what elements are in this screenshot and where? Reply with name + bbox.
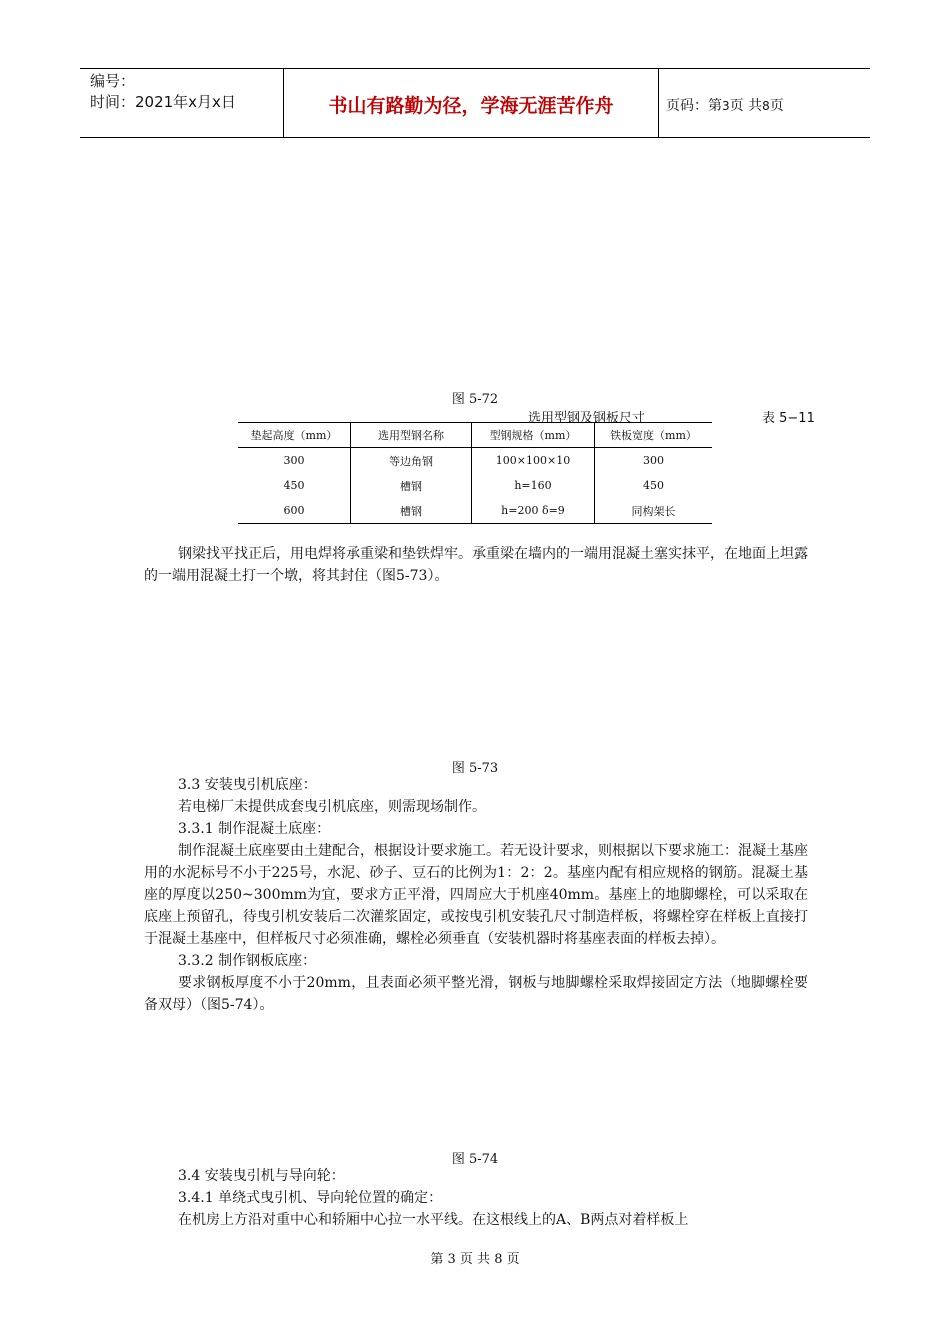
page-current: 3 <box>722 99 730 113</box>
page-suffix: 页 <box>769 98 784 114</box>
table-row <box>238 473 712 498</box>
section-heading-3-3-2: 3.3.2 制作钢板底座： <box>178 953 317 969</box>
table-cell: 300 <box>595 448 713 474</box>
figure-caption-5-74: 图 5-74 <box>451 1152 499 1167</box>
table-cell: 450 <box>595 473 713 498</box>
table-cell: 槽钢 <box>351 473 472 498</box>
figure-caption-5-72: 图 5-72 <box>451 392 499 407</box>
paragraph-steel-beam: 钢梁找平找正后，用电焊将承重梁和垫铁焊牢。承重梁在墙内的一端用混凝土塞实抹平，在地面上坦露的一端用混凝土打一个墩，将其封住（图5-73）。 <box>144 546 808 584</box>
table-header-cell: 选用型钢名称 <box>351 423 472 448</box>
table-cell: 同构架长 <box>595 498 713 524</box>
paragraph-concrete-base: 制作混凝土底座要由土建配合，根据设计要求施工。若无设计要求，则根据以下要求施工：混凝土基座用的水泥标号不小于225号，水泥、砂子、豆石的比例为1：2：2。基座内配有相应规格的钢筋。混凝土基座的厚度以250~300mm为宜，要求方正平滑，四周应大于机座40mm。基座上的地脚螺栓，可以采取在底座上预留孔，待曳引机安装后二次灌浆固定，或按曳引机安装孔尺寸制造样板，将螺栓穿在样板上直接打于混凝土基座中，但样板尺寸必须准确，螺栓必须垂直（安装机器时将基座表面的样板去掉）。 <box>144 843 808 947</box>
table-caption: 选用型钢及钢板尺寸 <box>528 411 646 426</box>
steel-size-table <box>238 422 712 524</box>
table-cell: h=200 δ=9 <box>472 498 595 524</box>
section-text-3-3: 若电梯厂未提供成套曳引机底座，则需现场制作。 <box>178 799 486 815</box>
number-label: 编号： <box>90 72 136 90</box>
header-motto: 书山有路勤为径，学海无涯苦作舟 <box>328 95 614 117</box>
table-number: 表 5−11 <box>762 411 815 426</box>
table-cell: 等边角钢 <box>351 448 472 474</box>
section-heading-3-3: 3.3 安装曳引机底座： <box>178 777 317 793</box>
header-page-info <box>666 95 784 115</box>
table-cell: 300 <box>283 454 305 467</box>
date-label: 时间：2021年x月x日 <box>90 93 236 111</box>
page-prefix: 页码：第 <box>666 98 722 114</box>
table-cell: 槽钢 <box>351 498 472 524</box>
figure-caption-5-73: 图 5-73 <box>451 761 499 776</box>
page-header <box>80 68 870 138</box>
table-header-cell: 铁板宽度（mm） <box>595 423 713 448</box>
table-cell: 600 <box>238 498 351 524</box>
table-row <box>238 498 712 524</box>
table-header-row <box>238 423 712 448</box>
table-row <box>238 448 712 474</box>
table-header-cell: 垫起高度（mm） <box>238 423 351 448</box>
section-heading-3-4-1: 3.4.1 单绕式曳引机、导向轮位置的确定： <box>178 1190 443 1206</box>
page-mid: 页 共 <box>729 98 763 114</box>
header-divider <box>658 69 659 137</box>
header-meta <box>90 71 236 113</box>
section-heading-3-4: 3.4 安装曳引机与导向轮： <box>178 1168 345 1184</box>
table-header-cell: 型钢规格（mm） <box>472 423 595 448</box>
paragraph-machine-position: 在机房上方沿对重中心和轿厢中心拉一水平线。在这根线上的A、B两点对着样板上 <box>178 1212 689 1228</box>
paragraph-steel-base: 要求钢板厚度不小于20mm，且表面必须平整光滑，钢板与地脚螺栓采取焊接固定方法（地脚螺栓要备双母）（图5-74）。 <box>144 975 808 1013</box>
page-footer: 第 3 页 共 8 页 <box>430 1252 520 1267</box>
table-cell: h=160 <box>472 473 595 498</box>
table-cell: 100×100×10 <box>472 448 595 474</box>
page-total: 8 <box>762 99 770 113</box>
table-cell: 450 <box>283 479 305 492</box>
section-heading-3-3-1: 3.3.1 制作混凝土底座： <box>178 821 331 837</box>
